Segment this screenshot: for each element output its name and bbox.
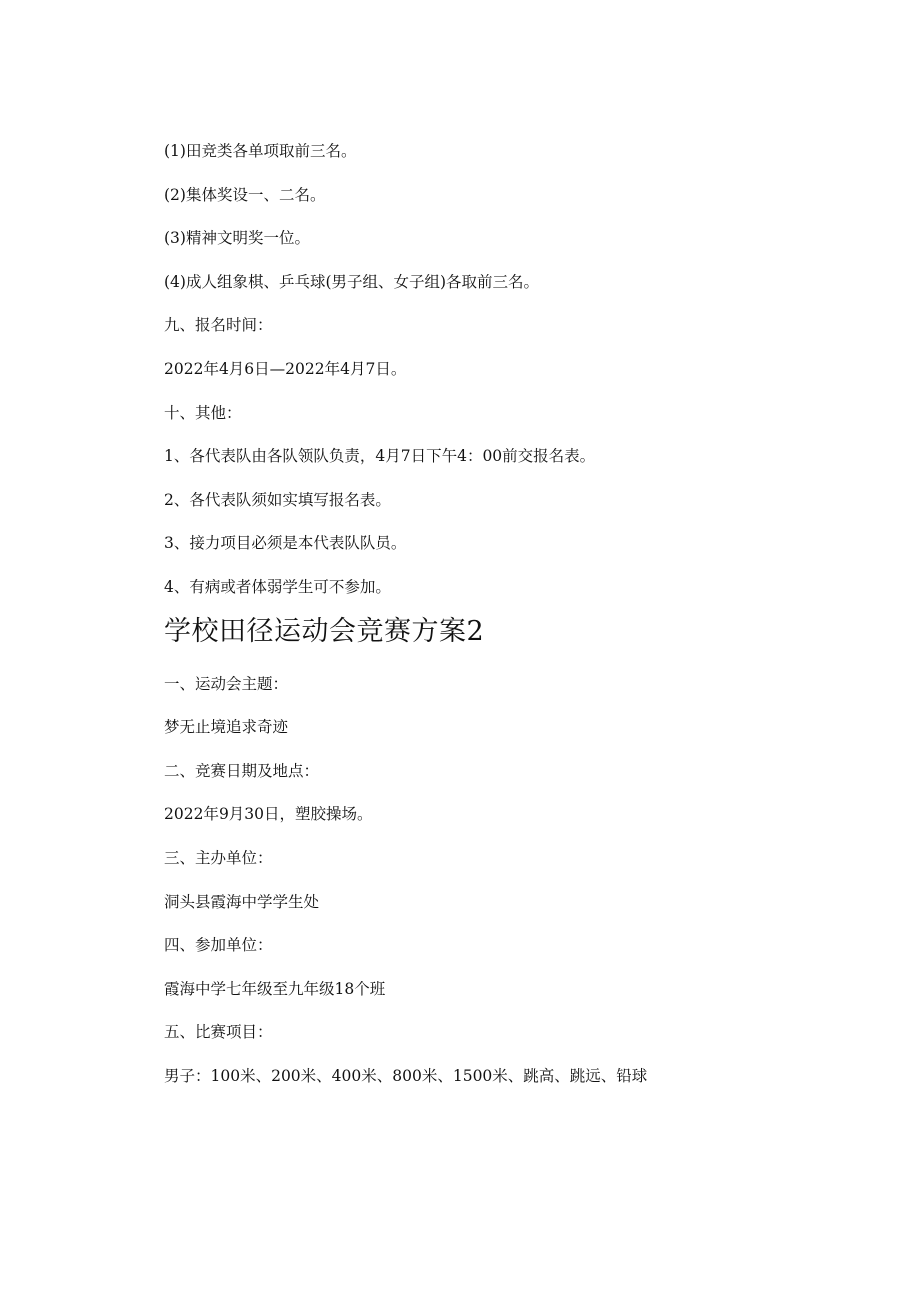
registration-date-range: 2022年4月6日—2022年4月7日。: [164, 359, 407, 378]
other-item-2: 2、各代表队须如实填写报名表。: [164, 490, 391, 509]
other-item-3: 3、接力项目必须是本代表队队员。: [164, 534, 407, 553]
section-heading-participants: 四、参加单位：: [164, 936, 273, 955]
participants-text: 霞海中学七年级至九年级18个班: [164, 979, 386, 998]
section-heading-registration-time: 九、报名时间：: [164, 316, 273, 335]
mens-events-text: 男子：100米、200米、400米、800米、1500米、跳高、跳远、铅球: [164, 1066, 648, 1085]
award-item-3: (3)精神文明奖一位。: [164, 229, 310, 248]
award-item-2: (2)集体奖设一、二名。: [164, 185, 326, 204]
section-heading-events: 五、比赛项目：: [164, 1023, 273, 1042]
organizer-text: 洞头县霞海中学学生处: [164, 892, 320, 911]
other-item-4: 4、有病或者体弱学生可不参加。: [164, 577, 391, 596]
section-heading-date-location: 二、竞赛日期及地点：: [164, 761, 320, 780]
award-item-4: (4)成人组象棋、乒乓球(男子组、女子组)各取前三名。: [164, 272, 540, 291]
section-heading-other: 十、其他：: [164, 403, 242, 422]
document-body: [164, 140, 764, 1108]
section-heading-organizer: 三、主办单位：: [164, 848, 273, 867]
plan-title: 学校田径运动会竞赛方案2: [164, 615, 485, 647]
other-item-1: 1、各代表队由各队领队负责，4月7日下午4：00前交报名表。: [164, 447, 596, 466]
theme-text: 梦无止境追求奇迹: [164, 718, 289, 737]
award-item-1: (1)田竞类各单项取前三名。: [164, 142, 357, 160]
section-heading-theme: 一、运动会主题：: [164, 674, 289, 693]
date-location-text: 2022年9月30日，塑胶操场。: [164, 805, 373, 824]
